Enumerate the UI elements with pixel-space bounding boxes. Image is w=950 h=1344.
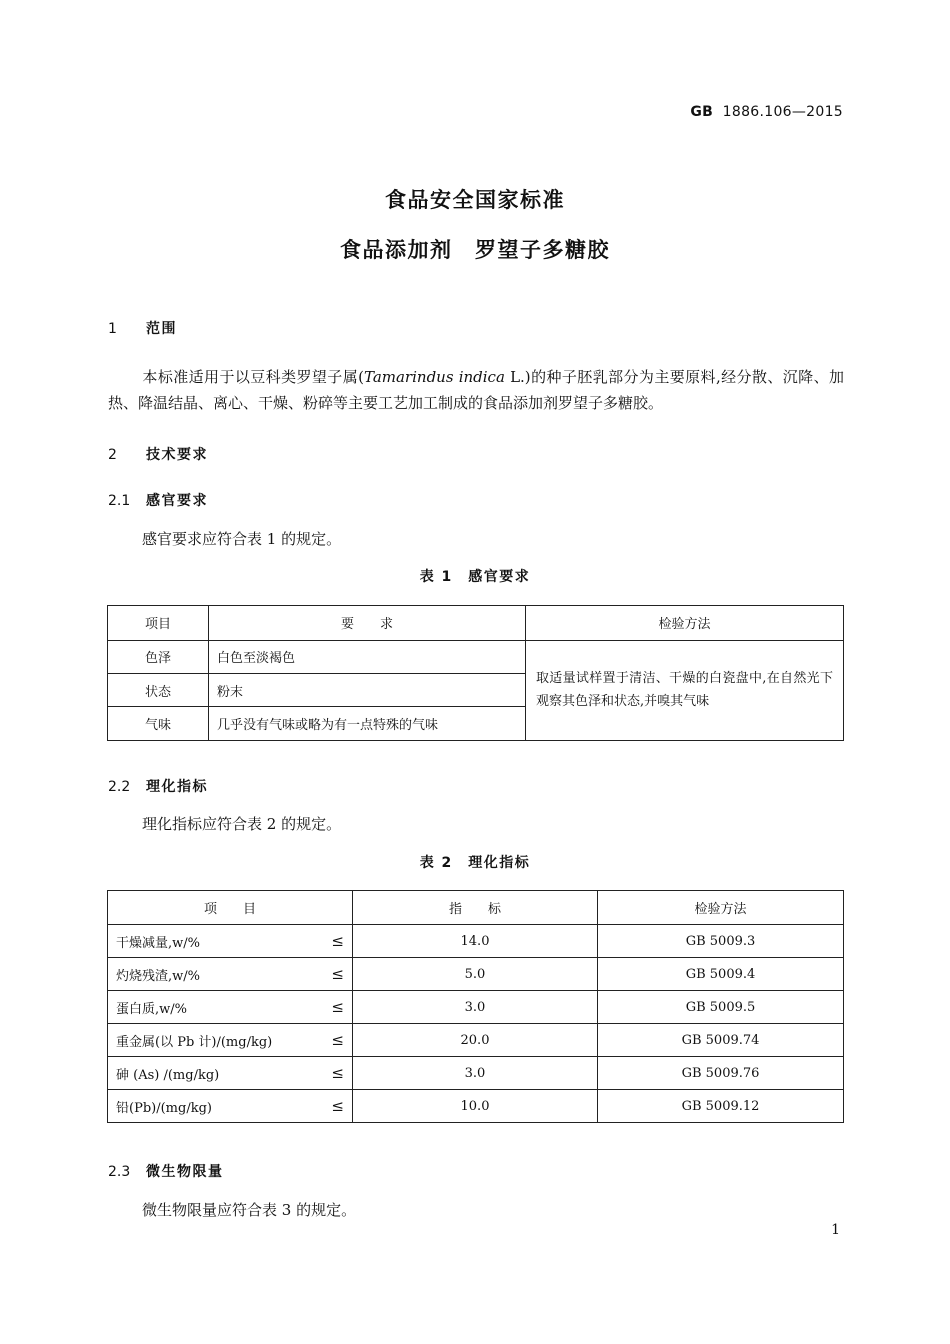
table-row xyxy=(108,640,844,673)
table-2-physicochemical xyxy=(107,890,844,1123)
table-cell-method: GB 5009.12 xyxy=(598,1090,844,1123)
table-cell-method: GB 5009.74 xyxy=(598,1024,844,1057)
item-label: 灼烧残渣,w/% xyxy=(116,968,200,984)
document-title-line1: 食品安全国家标准 xyxy=(385,188,565,212)
latin-name: Tamarindus indica xyxy=(363,368,505,386)
document-title-line2: 食品添加剂 罗望子多糖胶 xyxy=(340,238,610,262)
section-2-3-paragraph xyxy=(108,1197,844,1223)
table-cell-method: GB 5009.4 xyxy=(598,958,844,991)
table-cell-item xyxy=(108,1024,353,1057)
section-1-heading xyxy=(108,318,177,338)
section-number: 2.1 xyxy=(108,493,131,509)
operator: ≤ xyxy=(331,931,344,950)
table-row xyxy=(108,925,844,958)
table-header: 检验方法 xyxy=(598,891,844,925)
table-cell-item: 色泽 xyxy=(108,640,209,673)
section-title: 技术要求 xyxy=(146,447,208,463)
table-header: 要 求 xyxy=(209,606,526,641)
section-2-2-heading xyxy=(108,776,208,796)
para-text: 感官要求应符合表 1 的规定。 xyxy=(142,530,342,548)
section-number: 2.3 xyxy=(108,1164,131,1180)
section-number: 1 xyxy=(108,321,117,337)
operator: ≤ xyxy=(331,1063,344,1082)
table-cell-item xyxy=(108,991,353,1024)
operator: ≤ xyxy=(331,964,344,983)
section-title: 感官要求 xyxy=(146,493,208,509)
standard-prefix: GB xyxy=(690,104,714,120)
table-row xyxy=(108,1090,844,1123)
section-1-paragraph xyxy=(108,364,844,416)
item-label: 铅(Pb)/(mg/kg) xyxy=(116,1100,212,1116)
section-2-1-paragraph xyxy=(108,526,844,552)
operator: ≤ xyxy=(331,1096,344,1115)
table-cell-value: 20.0 xyxy=(353,1024,598,1057)
table-cell-method: GB 5009.76 xyxy=(598,1057,844,1090)
item-label: 砷 (As) /(mg/kg) xyxy=(116,1067,220,1083)
section-number: 2.2 xyxy=(108,779,131,795)
para-text: 微生物限量应符合表 3 的规定。 xyxy=(142,1201,357,1219)
table-cell-requirement: 白色至淡褐色 xyxy=(209,640,526,673)
table-cell-requirement: 粉末 xyxy=(209,673,526,706)
operator: ≤ xyxy=(331,1030,344,1049)
page-number: 1 xyxy=(831,1222,840,1238)
table-cell-value: 5.0 xyxy=(353,958,598,991)
section-number: 2 xyxy=(108,447,117,463)
table-header: 项目 xyxy=(108,606,209,641)
table-row xyxy=(108,991,844,1024)
table-header: 项 目 xyxy=(108,891,353,925)
table-cell-item xyxy=(108,1090,353,1123)
item-label: 蛋白质,w/% xyxy=(116,1001,187,1017)
table-cell-value: 3.0 xyxy=(353,1057,598,1090)
table-cell-item xyxy=(108,925,353,958)
table-1-caption: 表 1 感官要求 xyxy=(419,569,531,585)
table-cell-value: 14.0 xyxy=(353,925,598,958)
section-title: 微生物限量 xyxy=(146,1164,224,1180)
table-cell-requirement: 几乎没有气味或略为有一点特殊的气味 xyxy=(209,707,526,741)
table-cell-item: 状态 xyxy=(108,673,209,706)
table-cell-item xyxy=(108,1057,353,1090)
item-label: 干燥减量,w/% xyxy=(116,935,200,951)
section-title: 理化指标 xyxy=(146,779,208,795)
table-cell-method: GB 5009.3 xyxy=(598,925,844,958)
section-2-2-paragraph xyxy=(108,811,844,837)
operator: ≤ xyxy=(331,997,344,1016)
section-2-heading xyxy=(108,444,208,464)
table-cell-value: 3.0 xyxy=(353,991,598,1024)
table-row xyxy=(108,958,844,991)
section-2-1-heading xyxy=(108,490,208,510)
table-cell-method: GB 5009.5 xyxy=(598,991,844,1024)
standard-code: 1886.106—2015 xyxy=(722,104,843,120)
para-text: 理化指标应符合表 2 的规定。 xyxy=(142,815,342,833)
standard-number xyxy=(600,104,843,120)
section-2-3-heading xyxy=(108,1161,224,1181)
section-title: 范围 xyxy=(146,321,177,337)
table-row xyxy=(108,1024,844,1057)
table-row xyxy=(108,1057,844,1090)
table-cell-value: 10.0 xyxy=(353,1090,598,1123)
table-1-sensory xyxy=(107,605,844,741)
table-cell-method: 取适量试样置于清洁、干燥的白瓷盘中,在自然光下观察其色泽和状态,并嗅其气味 xyxy=(526,640,844,741)
item-label: 重金属(以 Pb 计)/(mg/kg) xyxy=(116,1034,273,1050)
para-text: L.)的种子胚乳部分为主要原料,经分散、沉降、加热、降温结晶、离心、干燥、粉碎等主要工艺加工制成的食品添加剂罗望子多糖胶。 xyxy=(108,368,844,412)
table-header: 检验方法 xyxy=(526,606,844,641)
table-cell-item: 气味 xyxy=(108,707,209,741)
para-text: 本标准适用于以豆科类罗望子属( xyxy=(142,368,364,386)
table-2-caption: 表 2 理化指标 xyxy=(419,855,531,871)
table-header: 指 标 xyxy=(353,891,598,925)
table-cell-item xyxy=(108,958,353,991)
